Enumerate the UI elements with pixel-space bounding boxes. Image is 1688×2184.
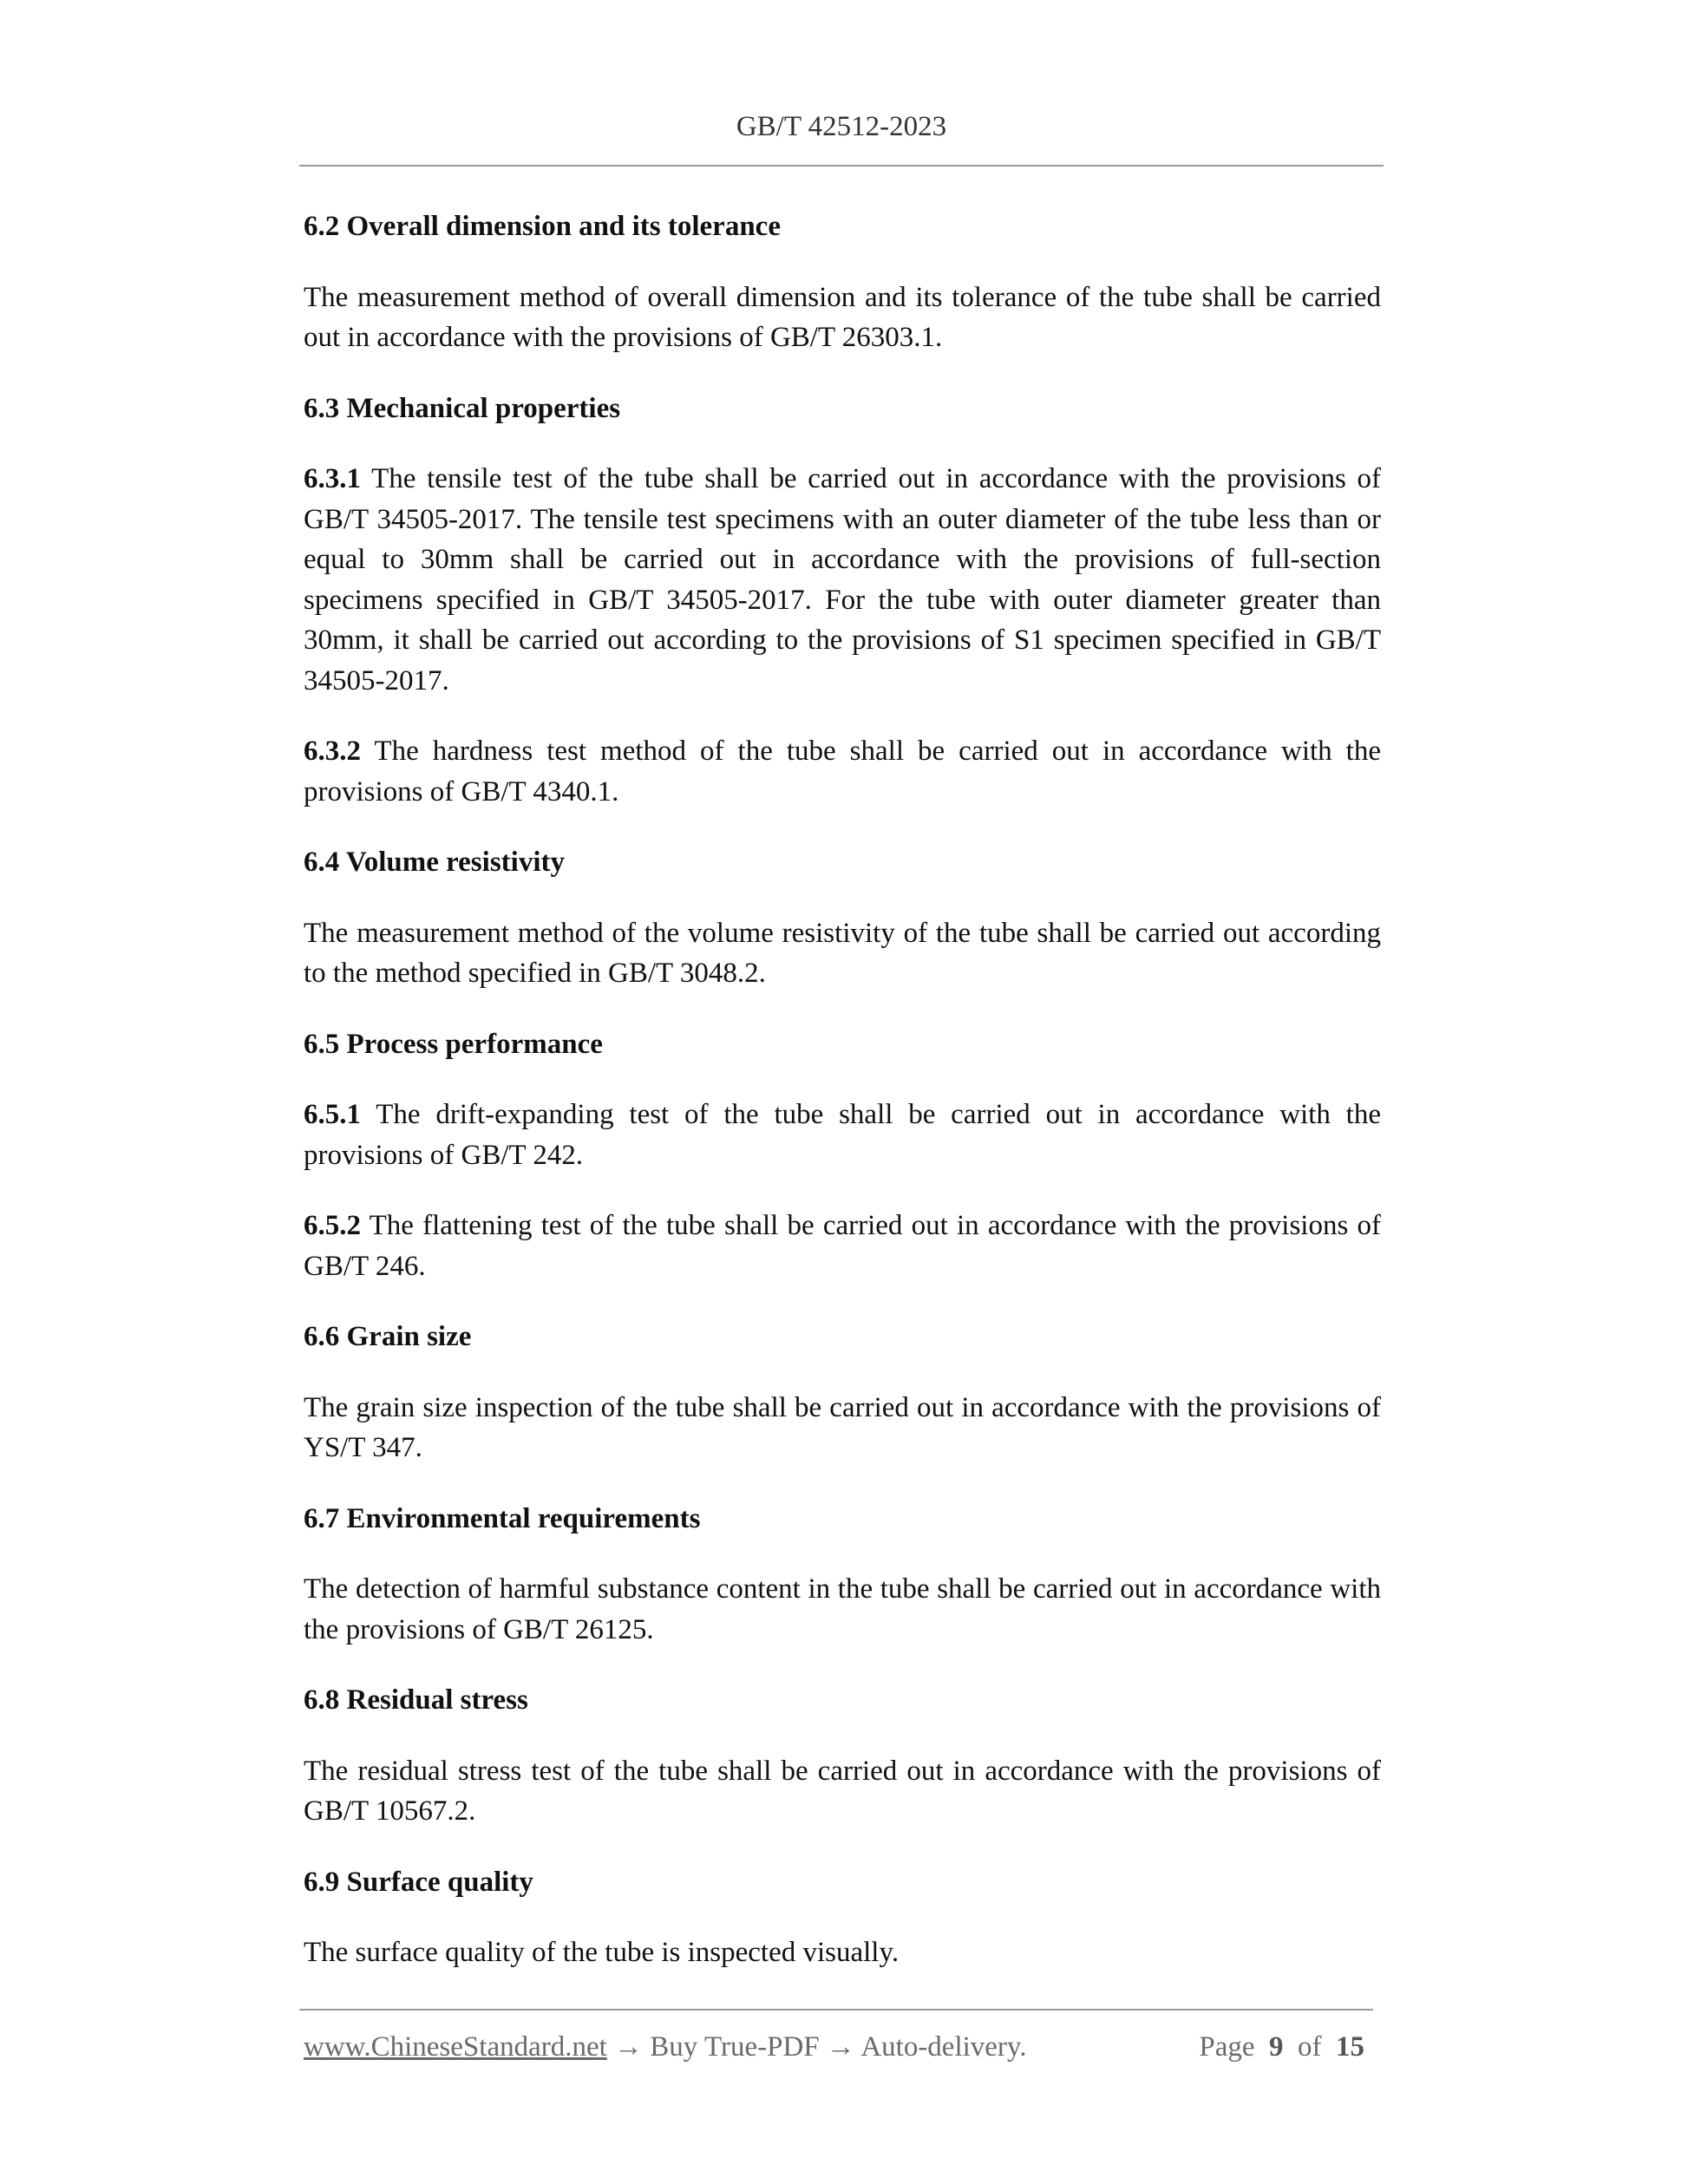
of-label: of <box>1298 2031 1322 2063</box>
page-counter <box>1199 2031 1364 2063</box>
clause-number: 6.3.2 <box>304 736 361 767</box>
clause-text: The drift-expanding test of the tube shall be carried out in accordance with the provisions of GB/T 242. <box>304 1099 1381 1171</box>
page-footer <box>299 2009 1373 2080</box>
section-heading-6-4: 6.4 Volume resistivity <box>304 847 565 878</box>
section-heading-6-9: 6.9 Surface quality <box>304 1866 533 1898</box>
buy-pdf-text: Buy True-PDF <box>650 2031 820 2063</box>
footer-promo <box>304 2031 1027 2063</box>
section-heading-6-2: 6.2 Overall dimension and its tolerance <box>304 211 781 242</box>
page-total: 15 <box>1336 2031 1364 2063</box>
clause-number: 6.3.1 <box>304 463 361 494</box>
website-link[interactable]: www.ChineseStandard.net <box>304 2031 607 2063</box>
standard-id: GB/T 42512-2023 <box>736 111 947 142</box>
paragraph-6-7: The detection of harmful substance content in the tube shall be carried out in accordance with the provisions of GB/T 26125. <box>304 1573 1381 1645</box>
section-heading-6-7: 6.7 Environmental requirements <box>304 1502 701 1534</box>
paragraph-6-8: The residual stress test of the tube shall be carried out in accordance with the provisions of GB/T 10567.2. <box>304 1755 1381 1827</box>
paragraph-6-2: The measurement method of overall dimension and its tolerance of the tube shall be carried out in accordance with the provisions of GB/T 26303.1. <box>304 281 1381 353</box>
page-number: 9 <box>1269 2031 1284 2063</box>
clause-number: 6.5.2 <box>304 1210 361 1241</box>
paragraph-6-5-1 <box>304 1095 1381 1175</box>
page-label: Page <box>1199 2031 1255 2063</box>
paragraph-6-4: The measurement method of the volume resistivity of the tube shall be carried out according to the method specified in GB/T 3048.2. <box>304 917 1381 989</box>
section-heading-6-3: 6.3 Mechanical properties <box>304 392 621 424</box>
auto-delivery-text: Auto-delivery. <box>860 2031 1027 2063</box>
paragraph-6-9: The surface quality of the tube is inspected visually. <box>304 1937 900 1968</box>
page-header <box>299 109 1384 167</box>
document-body <box>304 206 1381 2004</box>
clause-number: 6.5.1 <box>304 1099 361 1130</box>
arrow-right-icon: → <box>826 2031 855 2063</box>
paragraph-6-3-1 <box>304 459 1381 701</box>
section-heading-6-5: 6.5 Process performance <box>304 1028 603 1060</box>
clause-text: The tensile test of the tube shall be carried out in accordance with the provisions of GB/T 34505-2017. The tensile test specimens with an outer diameter of the tube less than or equal to 30mm shall be carried out in accordance with the provisions of full-section specimens specified in GB/T 34505-2017. For the tube with outer diameter greater than 30mm, it shall be carried out according to the provisions of S1 specimen specified in GB/T 34505-2017. <box>304 463 1381 696</box>
paragraph-6-5-2 <box>304 1206 1381 1286</box>
arrow-right-icon: → <box>614 2031 644 2063</box>
section-heading-6-6: 6.6 Grain size <box>304 1321 472 1352</box>
paragraph-6-3-2 <box>304 731 1381 812</box>
section-heading-6-8: 6.8 Residual stress <box>304 1684 528 1716</box>
paragraph-6-6: The grain size inspection of the tube shall be carried out in accordance with the provisions of YS/T 347. <box>304 1391 1381 1463</box>
clause-text: The flattening test of the tube shall be carried out in accordance with the provisions of GB/T 246. <box>304 1210 1381 1282</box>
clause-text: The hardness test method of the tube shall be carried out in accordance with the provisions of GB/T 4340.1. <box>304 736 1381 808</box>
